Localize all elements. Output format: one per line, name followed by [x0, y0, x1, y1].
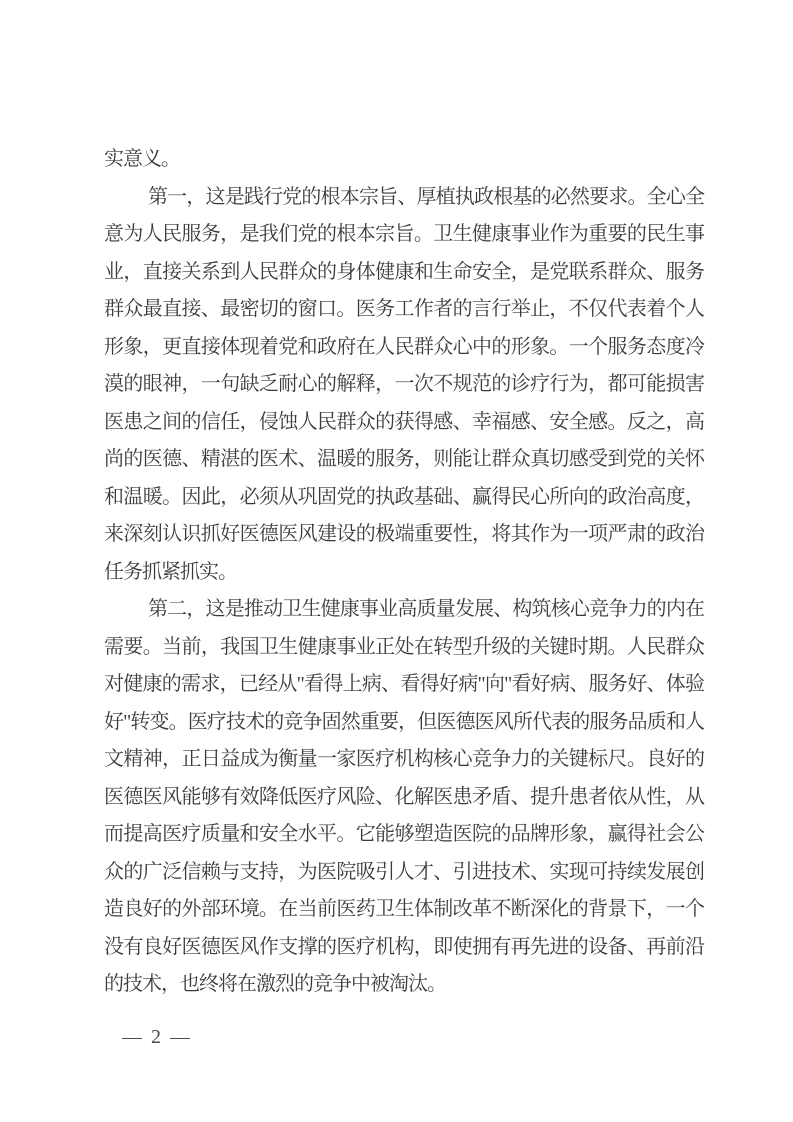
paragraph-point-1: 第一，这是践行党的根本宗旨、厚植执政根基的必然要求。全心全意为人民服务，是我们党的根本宗旨。卫生健康事业作为重要的民生事业，直接关系到人民群众的身体健康和生命安全，是党联系群众、服务群众最直接、最密切的窗口。医务工作者的言行举止，不仅代表着个人形象，更直接体现着党和政府在人民群众心中的形象。一个服务态度冷漠的眼神，一句缺乏耐心的解释，一次不规范的诊疗行为，都可能损害医患之间的信任，侵蚀人民群众的获得感、幸福感、安全感。反之，高尚的医德、精湛的医术、温暖的服务，则能让群众真切感受到党的关怀和温暖。因此，必须从巩固党的执政基础、赢得民心所向的政治高度，来深刻认识抓好医德医风建设的极端重要性，将其作为一项严肃的政治任务抓紧抓实。 — [104, 185, 704, 583]
document-body — [104, 141, 704, 1004]
paragraph-point-2: 第二，这是推动卫生健康事业高质量发展、构筑核心竞争力的内在需要。当前，我国卫生健康事业正处在转型升级的关键时期。人民群众对健康的需求，已经从"看得上病、看得好病"向"看好病、服务好、体验好"转变。医疗技术的竞争固然重要，但医德医风所代表的服务品质和人文精神，正日益成为衡量一家医疗机构核心竞争力的关键标尺。良好的医德医风能够有效降低医疗风险、化解医患矛盾、提升患者依从性，从而提高医疗质量和安全水平。它能够塑造医院的品牌形象，赢得社会公众的广泛信赖与支持，为医院吸引人才、引进技术、实现可持续发展创造良好的外部环境。在当前医药卫生体制改革不断深化的背景下，一个没有良好医德医风作支撑的医疗机构，即使拥有再先进的设备、再前沿的技术，也终将在激烈的竞争中被淘汰。 — [104, 598, 704, 995]
page-number: — 2 — — [122, 1026, 192, 1048]
paragraph-continuation: 实意义。 — [104, 148, 180, 170]
